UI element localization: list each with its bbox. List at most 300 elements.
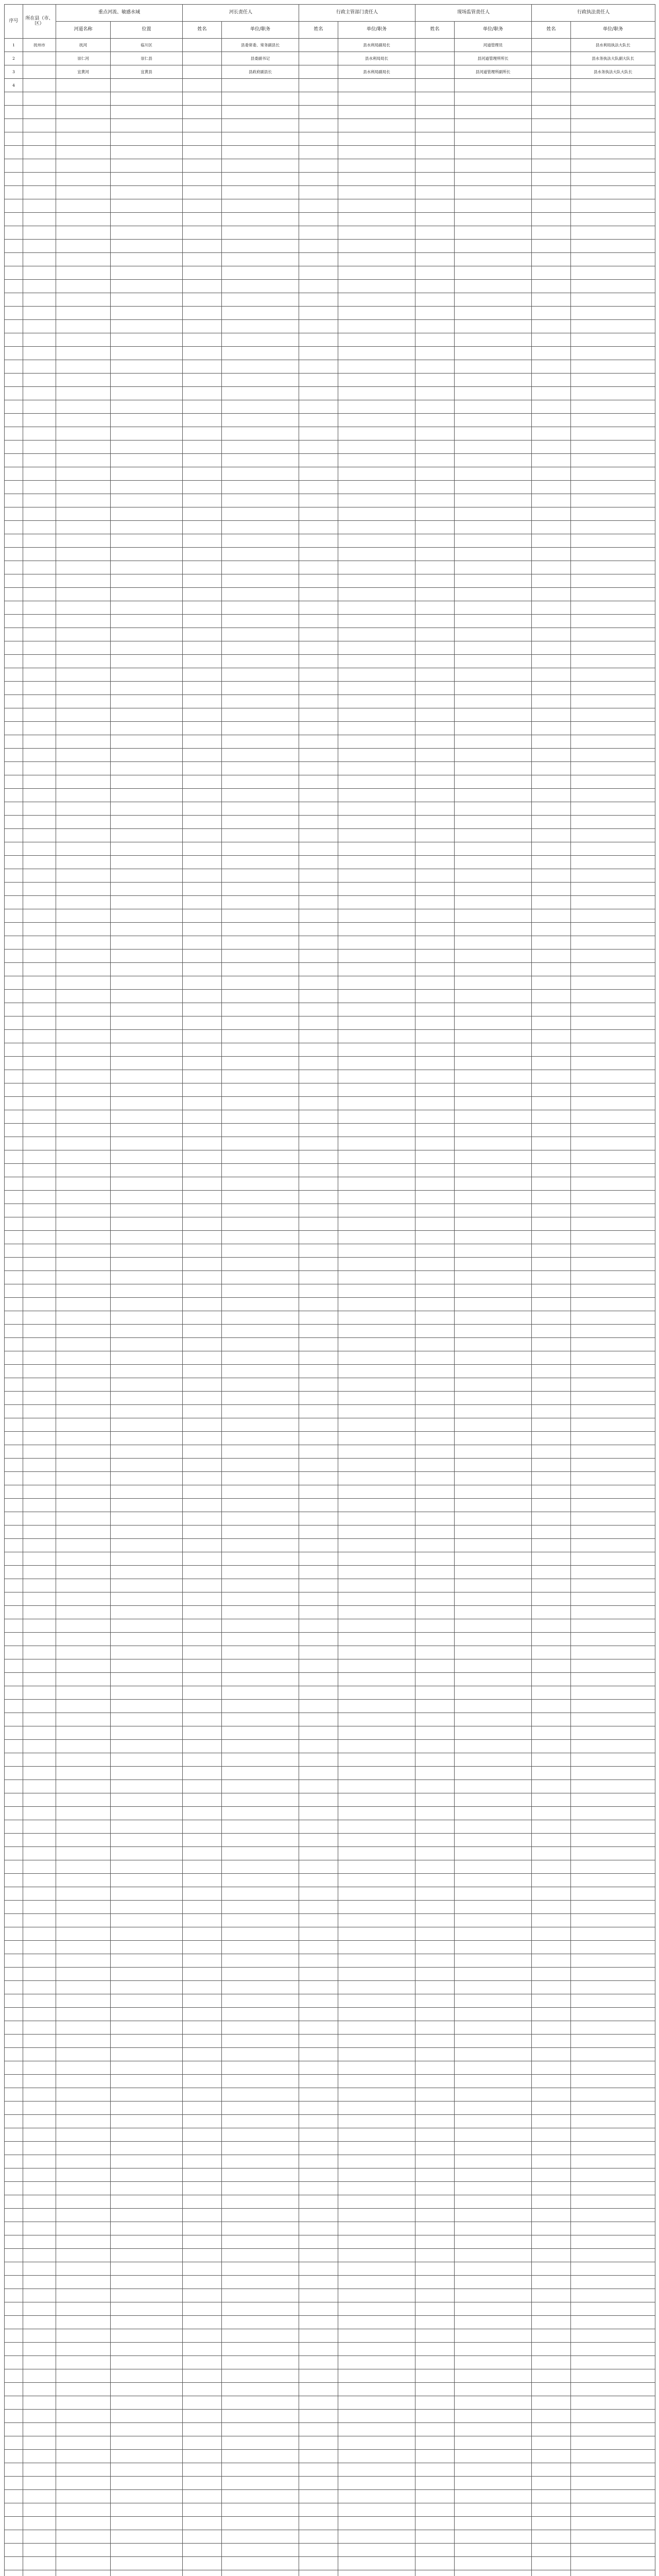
table-cell — [338, 213, 415, 226]
table-cell — [56, 333, 111, 347]
table-cell — [455, 2503, 532, 2517]
table-cell — [455, 333, 532, 347]
table-cell — [299, 2530, 338, 2544]
table-row — [5, 1860, 655, 1874]
table-cell — [5, 1820, 23, 1834]
table-cell — [183, 762, 222, 775]
table-cell — [455, 1566, 532, 1579]
table-cell — [338, 1432, 415, 1445]
table-cell — [532, 2222, 571, 2235]
table-row — [5, 655, 655, 668]
table-cell — [5, 1459, 23, 1472]
table-cell — [183, 226, 222, 240]
table-cell: 抚河 — [56, 39, 111, 52]
table-cell — [183, 816, 222, 829]
table-cell — [571, 574, 655, 588]
table-cell — [23, 722, 56, 735]
table-cell — [455, 816, 532, 829]
table-cell — [299, 2356, 338, 2369]
table-cell — [299, 2490, 338, 2503]
table-cell — [532, 842, 571, 856]
table-cell — [56, 1592, 111, 1606]
table-cell — [222, 1231, 299, 1244]
table-cell — [299, 2463, 338, 2477]
table-cell — [56, 963, 111, 976]
table-cell — [299, 1834, 338, 1847]
table-cell — [23, 682, 56, 695]
table-cell — [23, 976, 56, 990]
table-cell — [455, 467, 532, 481]
table-cell — [222, 1767, 299, 1780]
table-cell — [56, 2343, 111, 2356]
table-cell — [532, 280, 571, 293]
table-cell — [183, 1405, 222, 1418]
table-row — [5, 668, 655, 682]
table-cell — [415, 106, 455, 119]
table-cell — [415, 2410, 455, 2423]
table-cell — [532, 1432, 571, 1445]
table-cell — [338, 641, 415, 655]
table-cell — [415, 2570, 455, 2576]
table-cell — [111, 240, 183, 253]
table-row — [5, 574, 655, 588]
table-cell — [111, 695, 183, 708]
table-cell — [571, 1552, 655, 1566]
table-cell — [222, 816, 299, 829]
table-cell — [455, 1954, 532, 1968]
table-cell — [183, 1713, 222, 1726]
table-cell — [571, 1646, 655, 1659]
table-cell — [338, 1070, 415, 1083]
table-cell — [532, 1284, 571, 1298]
table-cell — [183, 2142, 222, 2155]
table-cell — [571, 682, 655, 695]
table-cell — [222, 2369, 299, 2383]
table-cell — [111, 2209, 183, 2222]
table-cell — [415, 883, 455, 896]
table-cell — [23, 92, 56, 106]
table-cell — [183, 333, 222, 347]
table-cell — [455, 1686, 532, 1700]
table-cell — [455, 119, 532, 132]
table-cell — [571, 1244, 655, 1258]
table-cell — [299, 1124, 338, 1137]
table-cell — [5, 2436, 23, 2450]
table-cell — [5, 2222, 23, 2235]
table-cell — [455, 146, 532, 159]
table-cell — [338, 1271, 415, 1284]
table-cell — [338, 2262, 415, 2276]
table-cell — [111, 762, 183, 775]
table-row — [5, 132, 655, 146]
table-cell — [23, 106, 56, 119]
table-cell — [23, 1847, 56, 1860]
table-cell — [5, 1378, 23, 1392]
table-cell — [299, 1445, 338, 1459]
table-cell — [56, 1164, 111, 1177]
table-row — [5, 2530, 655, 2544]
table-cell — [5, 936, 23, 950]
table-cell — [571, 387, 655, 400]
table-cell — [338, 1472, 415, 1485]
table-cell — [532, 2557, 571, 2570]
table-cell — [338, 293, 415, 307]
table-cell — [111, 1432, 183, 1445]
table-cell — [299, 1740, 338, 1753]
table-cell — [5, 1606, 23, 1619]
table-cell — [455, 2276, 532, 2289]
table-cell — [338, 494, 415, 507]
table-cell — [532, 1927, 571, 1941]
table-cell — [571, 1686, 655, 1700]
table-cell — [183, 2168, 222, 2182]
table-cell — [338, 1673, 415, 1686]
table-cell — [56, 467, 111, 481]
table-cell — [111, 2503, 183, 2517]
table-cell — [111, 548, 183, 561]
table-cell — [455, 2316, 532, 2329]
table-cell — [532, 1445, 571, 1459]
table-cell — [23, 374, 56, 387]
table-cell — [5, 1901, 23, 1914]
table-cell — [183, 2436, 222, 2450]
table-cell — [338, 1847, 415, 1860]
table-cell — [455, 1057, 532, 1070]
table-cell — [338, 1820, 415, 1834]
table-cell — [299, 1659, 338, 1673]
table-cell — [415, 1914, 455, 1927]
table-cell — [532, 762, 571, 775]
table-cell — [415, 1083, 455, 1097]
table-cell — [571, 1968, 655, 1981]
table-cell — [571, 1110, 655, 1124]
table-cell — [222, 923, 299, 936]
table-row — [5, 1646, 655, 1659]
table-cell — [5, 1392, 23, 1405]
table-cell — [183, 2530, 222, 2544]
table-cell — [56, 909, 111, 923]
table-cell — [111, 2436, 183, 2450]
table-cell — [111, 1539, 183, 1552]
table-cell — [415, 467, 455, 481]
table-cell — [222, 1874, 299, 1887]
table-cell — [571, 1217, 655, 1231]
table-cell: 抚州市 — [23, 39, 56, 52]
table-cell — [299, 789, 338, 802]
table-cell — [571, 2410, 655, 2423]
table-row — [5, 735, 655, 749]
table-cell — [23, 1807, 56, 1820]
table-cell — [338, 1646, 415, 1659]
table-cell — [222, 909, 299, 923]
table-cell — [338, 1351, 415, 1365]
table-cell — [338, 2276, 415, 2289]
table-cell — [571, 280, 655, 293]
table-cell — [415, 1057, 455, 1070]
table-cell — [222, 454, 299, 467]
table-cell — [338, 1954, 415, 1968]
table-cell — [415, 2075, 455, 2088]
table-cell — [183, 789, 222, 802]
table-cell — [222, 936, 299, 950]
table-cell — [455, 856, 532, 869]
table-cell — [5, 1284, 23, 1298]
table-cell — [222, 1659, 299, 1673]
table-cell — [532, 119, 571, 132]
table-row — [5, 2544, 655, 2557]
table-cell — [111, 186, 183, 199]
table-cell — [415, 1901, 455, 1914]
table-cell — [338, 829, 415, 842]
table-cell — [571, 132, 655, 146]
table-cell — [415, 2396, 455, 2410]
table-cell — [299, 1793, 338, 1807]
table-cell — [222, 333, 299, 347]
table-cell — [338, 1860, 415, 1874]
table-cell — [56, 1566, 111, 1579]
table-cell — [56, 1043, 111, 1057]
table-row — [5, 2517, 655, 2530]
table-row — [5, 1365, 655, 1378]
table-cell — [299, 427, 338, 440]
table-cell — [23, 1418, 56, 1432]
table-cell — [338, 360, 415, 374]
table-cell — [23, 266, 56, 280]
table-cell — [338, 1258, 415, 1271]
table-cell — [23, 186, 56, 199]
table-cell — [222, 1981, 299, 1994]
table-cell — [222, 2142, 299, 2155]
table-cell — [23, 1284, 56, 1298]
table-cell — [415, 923, 455, 936]
table-cell — [532, 641, 571, 655]
table-cell — [415, 1592, 455, 1606]
table-cell — [111, 1351, 183, 1365]
table-cell — [23, 2102, 56, 2115]
column-header: 行政执法责任人 — [532, 5, 655, 22]
table-cell — [571, 2061, 655, 2075]
table-cell — [571, 2235, 655, 2249]
table-cell — [455, 2329, 532, 2343]
table-cell — [111, 360, 183, 374]
table-cell — [571, 360, 655, 374]
table-cell — [56, 1847, 111, 1860]
table-cell — [338, 1110, 415, 1124]
table-cell — [222, 1003, 299, 1016]
table-cell — [5, 320, 23, 333]
table-cell — [532, 2329, 571, 2343]
table-cell — [183, 1284, 222, 1298]
table-cell — [183, 320, 222, 333]
table-cell — [532, 1499, 571, 1512]
table-cell — [415, 1994, 455, 2008]
table-row — [5, 1579, 655, 1592]
table-row — [5, 333, 655, 347]
table-cell — [183, 1686, 222, 1700]
table-cell — [532, 2369, 571, 2383]
table-cell — [299, 1780, 338, 1793]
table-cell — [571, 1592, 655, 1606]
table-cell — [299, 762, 338, 775]
table-cell — [455, 1351, 532, 1365]
table-cell — [111, 2557, 183, 2570]
table-cell — [5, 440, 23, 454]
table-cell — [455, 1083, 532, 1097]
table-cell — [183, 2088, 222, 2102]
table-row — [5, 1874, 655, 1887]
table-cell — [23, 2530, 56, 2544]
table-cell — [415, 2557, 455, 2570]
table-cell — [455, 2102, 532, 2115]
table-cell — [23, 347, 56, 360]
table-cell — [183, 1070, 222, 1083]
table-cell — [23, 400, 56, 414]
table-cell — [532, 2061, 571, 2075]
table-cell — [299, 990, 338, 1003]
table-cell — [222, 1499, 299, 1512]
table-cell — [222, 2289, 299, 2302]
table-cell — [56, 655, 111, 668]
table-cell — [299, 1686, 338, 1700]
table-cell — [23, 414, 56, 427]
table-cell — [532, 976, 571, 990]
table-cell — [571, 1191, 655, 1204]
table-cell — [5, 548, 23, 561]
table-cell — [532, 293, 571, 307]
table-cell — [222, 2477, 299, 2490]
table-cell — [111, 1606, 183, 1619]
table-cell — [338, 2530, 415, 2544]
table-cell — [23, 950, 56, 963]
table-cell — [183, 1150, 222, 1164]
table-cell — [455, 1847, 532, 1860]
table-cell — [299, 1459, 338, 1472]
table-cell — [338, 1097, 415, 1110]
table-cell — [338, 695, 415, 708]
table-cell — [532, 1713, 571, 1726]
table-cell — [183, 2329, 222, 2343]
table-cell — [222, 2008, 299, 2021]
table-cell — [5, 307, 23, 320]
table-cell — [23, 856, 56, 869]
table-cell — [5, 896, 23, 909]
table-cell — [299, 950, 338, 963]
table-cell — [23, 1298, 56, 1311]
table-cell — [415, 2517, 455, 2530]
table-cell — [455, 1231, 532, 1244]
table-row — [5, 2048, 655, 2061]
table-cell — [183, 2048, 222, 2061]
table-cell — [571, 950, 655, 963]
table-cell — [455, 574, 532, 588]
table-cell — [111, 293, 183, 307]
table-cell — [299, 1901, 338, 1914]
table-cell — [5, 775, 23, 789]
table-cell — [183, 2396, 222, 2410]
table-cell — [415, 2209, 455, 2222]
table-cell — [299, 2088, 338, 2102]
table-cell — [183, 360, 222, 374]
table-cell — [5, 240, 23, 253]
table-cell — [5, 1981, 23, 1994]
table-cell — [183, 481, 222, 494]
table-cell — [338, 2182, 415, 2195]
table-row — [5, 1043, 655, 1057]
table-cell — [571, 414, 655, 427]
table-cell — [222, 2517, 299, 2530]
table-cell — [56, 1083, 111, 1097]
table-row — [5, 1619, 655, 1633]
table-cell — [532, 1365, 571, 1378]
table-cell — [455, 347, 532, 360]
table-cell — [222, 2356, 299, 2369]
table-cell — [532, 1887, 571, 1901]
table-cell — [56, 1981, 111, 1994]
table-cell — [56, 186, 111, 199]
table-cell — [299, 387, 338, 400]
table-cell — [5, 1083, 23, 1097]
table-cell — [23, 2061, 56, 2075]
table-cell — [5, 722, 23, 735]
table-row — [5, 2477, 655, 2490]
table-cell — [532, 1981, 571, 1994]
table-cell — [299, 2142, 338, 2155]
table-cell — [338, 2021, 415, 2035]
table-cell — [299, 668, 338, 682]
table-cell — [222, 1432, 299, 1445]
table-cell — [183, 775, 222, 789]
table-cell — [56, 2369, 111, 2383]
table-cell — [111, 1338, 183, 1351]
table-cell — [111, 199, 183, 213]
table-cell — [222, 2490, 299, 2503]
table-cell — [532, 1847, 571, 1860]
table-cell — [571, 2168, 655, 2182]
table-cell — [111, 775, 183, 789]
table-cell — [5, 1673, 23, 1686]
table-cell — [222, 762, 299, 775]
table-cell — [56, 775, 111, 789]
table-cell — [222, 1941, 299, 1954]
table-cell — [5, 1003, 23, 1016]
table-cell — [23, 240, 56, 253]
table-cell — [23, 1860, 56, 1874]
table-cell — [56, 266, 111, 280]
table-cell — [532, 2463, 571, 2477]
table-cell — [56, 1124, 111, 1137]
table-cell — [111, 1392, 183, 1405]
table-row — [5, 1753, 655, 1767]
table-cell — [111, 735, 183, 749]
table-cell — [222, 1177, 299, 1191]
table-cell — [23, 1793, 56, 1807]
table-cell — [415, 2035, 455, 2048]
table-cell — [571, 253, 655, 266]
table-cell — [222, 2035, 299, 2048]
table-cell — [111, 950, 183, 963]
table-cell — [415, 2383, 455, 2396]
table-cell — [111, 1003, 183, 1016]
table-cell — [5, 2369, 23, 2383]
table-cell — [183, 1726, 222, 1740]
table-cell — [415, 2544, 455, 2557]
table-row — [5, 2061, 655, 2075]
table-cell — [56, 427, 111, 440]
table-cell — [23, 2383, 56, 2396]
table-cell — [299, 1767, 338, 1780]
table-cell — [23, 963, 56, 976]
table-cell — [111, 226, 183, 240]
